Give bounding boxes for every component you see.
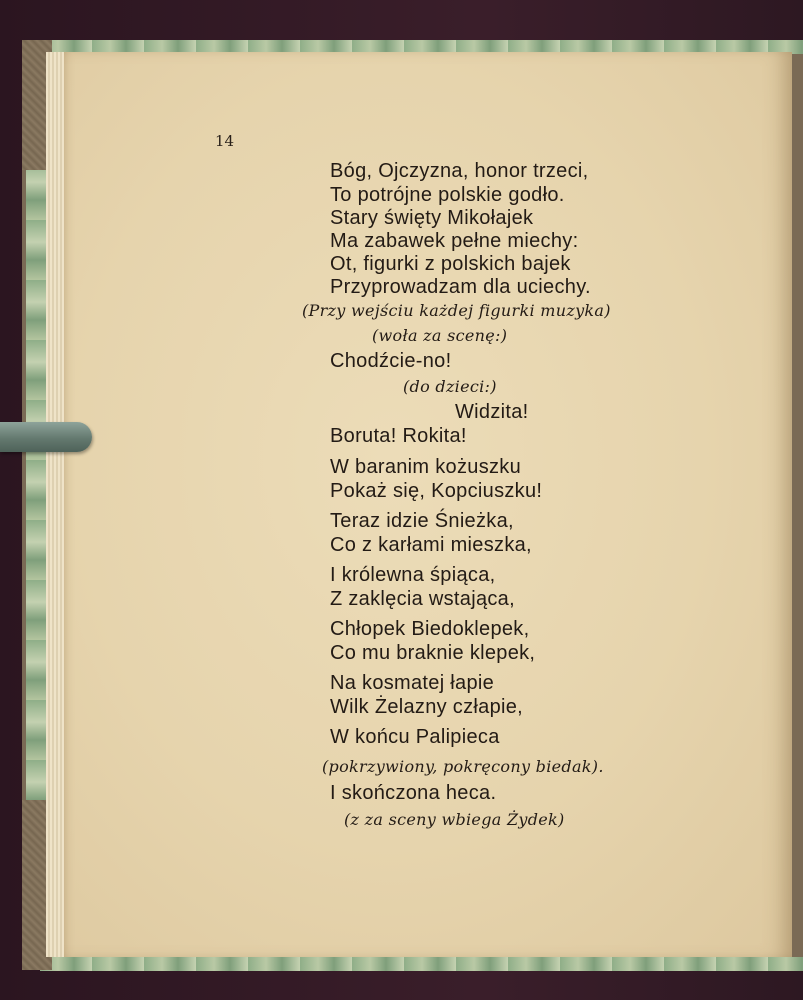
verse-line: Co z karłami mieszka,: [330, 534, 532, 556]
verse-line: Przyprowadzam dla uciechy.: [330, 276, 591, 298]
page-number: 14: [215, 132, 235, 150]
verse-line: Stary święty Mikołajek: [330, 207, 534, 229]
stage-direction: (z za sceny wbiega Żydek): [344, 810, 565, 829]
verse-line: Chodźcie-no!: [330, 350, 452, 372]
bookmark-ribbon[interactable]: [0, 422, 92, 452]
verse-line: Z zaklęcia wstająca,: [330, 588, 515, 610]
verse-line: Co mu braknie klepek,: [330, 642, 536, 664]
verse-line: Widzita!: [455, 401, 529, 423]
verse-line: Boruta! Rokita!: [330, 425, 467, 447]
stage-direction: (woła za scenę:): [372, 326, 508, 345]
verse-line: W końcu Palipieca: [330, 726, 500, 748]
stage-direction: (Przy wejściu każdej figurki muzyka): [302, 301, 611, 320]
verse-line: I skończona heca.: [330, 782, 497, 804]
verse-line: Pokaż się, Kopciuszku!: [330, 480, 543, 502]
stage-direction: (pokrzywiony, pokręcony biedak).: [322, 757, 604, 776]
verse-line: Bóg, Ojczyzna, honor trzeci,: [330, 160, 589, 182]
verse-line: Teraz idzie Śnieżka,: [330, 510, 514, 532]
verse-line: W baranim kożuszku: [330, 456, 522, 478]
verse-line: Wilk Żelazny człapie,: [330, 696, 524, 718]
verse-line: I królewna śpiąca,: [330, 564, 496, 586]
verse-line: Na kosmatej łapie: [330, 672, 495, 694]
verse-line: Ma zabawek pełne miechy:: [330, 230, 579, 252]
verse-line: Ot, figurki z polskich bajek: [330, 253, 571, 275]
verse-line: Chłopek Biedoklepek,: [330, 618, 530, 640]
endpaper-bottom-strip: [40, 957, 803, 971]
stage-direction: (do dzieci:): [403, 377, 497, 396]
verse-line: To potrójne polskie godło.: [330, 184, 565, 206]
